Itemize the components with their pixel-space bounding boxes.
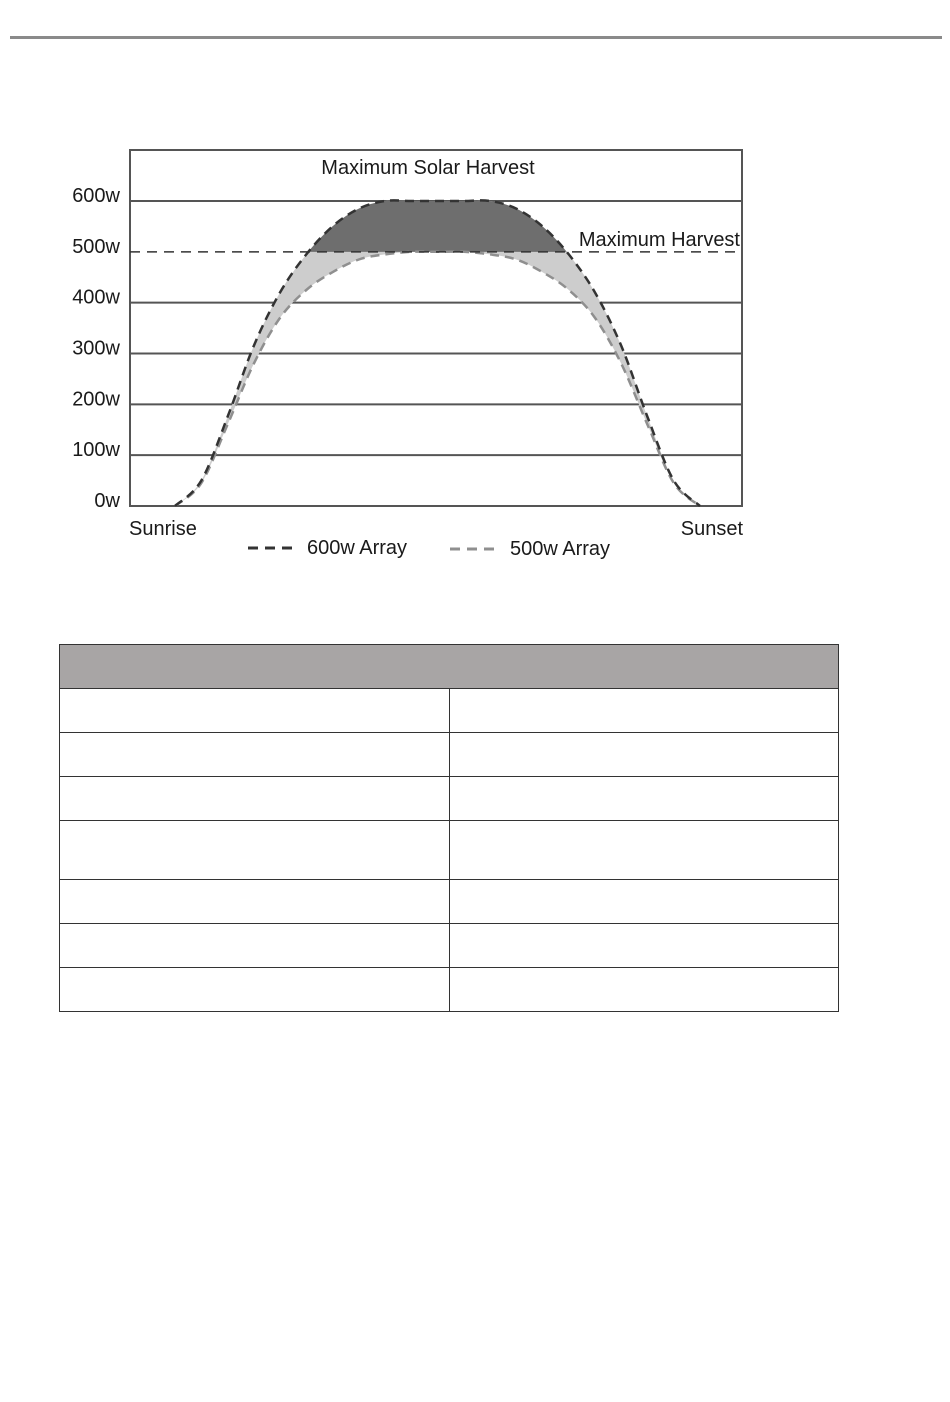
table-key-cell (60, 924, 450, 968)
spec-table-header (60, 645, 839, 689)
x-label-sunrise: Sunrise (129, 518, 197, 540)
table-row (60, 733, 839, 777)
table-row (60, 880, 839, 924)
y-tick-label: 200w (72, 388, 120, 411)
table-row (60, 968, 839, 1012)
y-tick-label: 400w (72, 286, 120, 309)
series-line-500w (175, 252, 700, 506)
table-value-cell (449, 733, 839, 777)
solar-harvest-chart (0, 0, 950, 600)
legend-label-500w: 500w Array (510, 538, 611, 560)
legend (248, 537, 610, 560)
table-key-cell (60, 689, 450, 733)
table-row (60, 924, 839, 968)
table-row (60, 821, 839, 880)
y-axis-ticks (72, 185, 120, 512)
y-tick-label: 300w (72, 337, 120, 360)
spec-table (59, 644, 839, 1012)
table-value-cell (449, 689, 839, 733)
y-tick-label: 500w (72, 235, 120, 258)
table-row (60, 689, 839, 733)
table-value-cell (449, 777, 839, 821)
table-key-cell (60, 777, 450, 821)
table-key-cell (60, 968, 450, 1012)
x-label-sunset: Sunset (680, 518, 743, 540)
table-value-cell (449, 880, 839, 924)
y-tick-label: 100w (72, 439, 120, 462)
table-row (60, 777, 839, 821)
threshold-label: Maximum Harvest (578, 229, 740, 251)
chart-title: Maximum Solar Harvest (321, 157, 535, 179)
table-value-cell (449, 821, 839, 880)
table-value-cell (449, 924, 839, 968)
legend-label-600w: 600w Array (307, 537, 408, 559)
table-key-cell (60, 733, 450, 777)
table-key-cell (60, 880, 450, 924)
y-tick-label: 0w (94, 490, 120, 512)
y-tick-label: 600w (72, 185, 120, 207)
table-value-cell (449, 968, 839, 1012)
table-key-cell (60, 821, 450, 880)
